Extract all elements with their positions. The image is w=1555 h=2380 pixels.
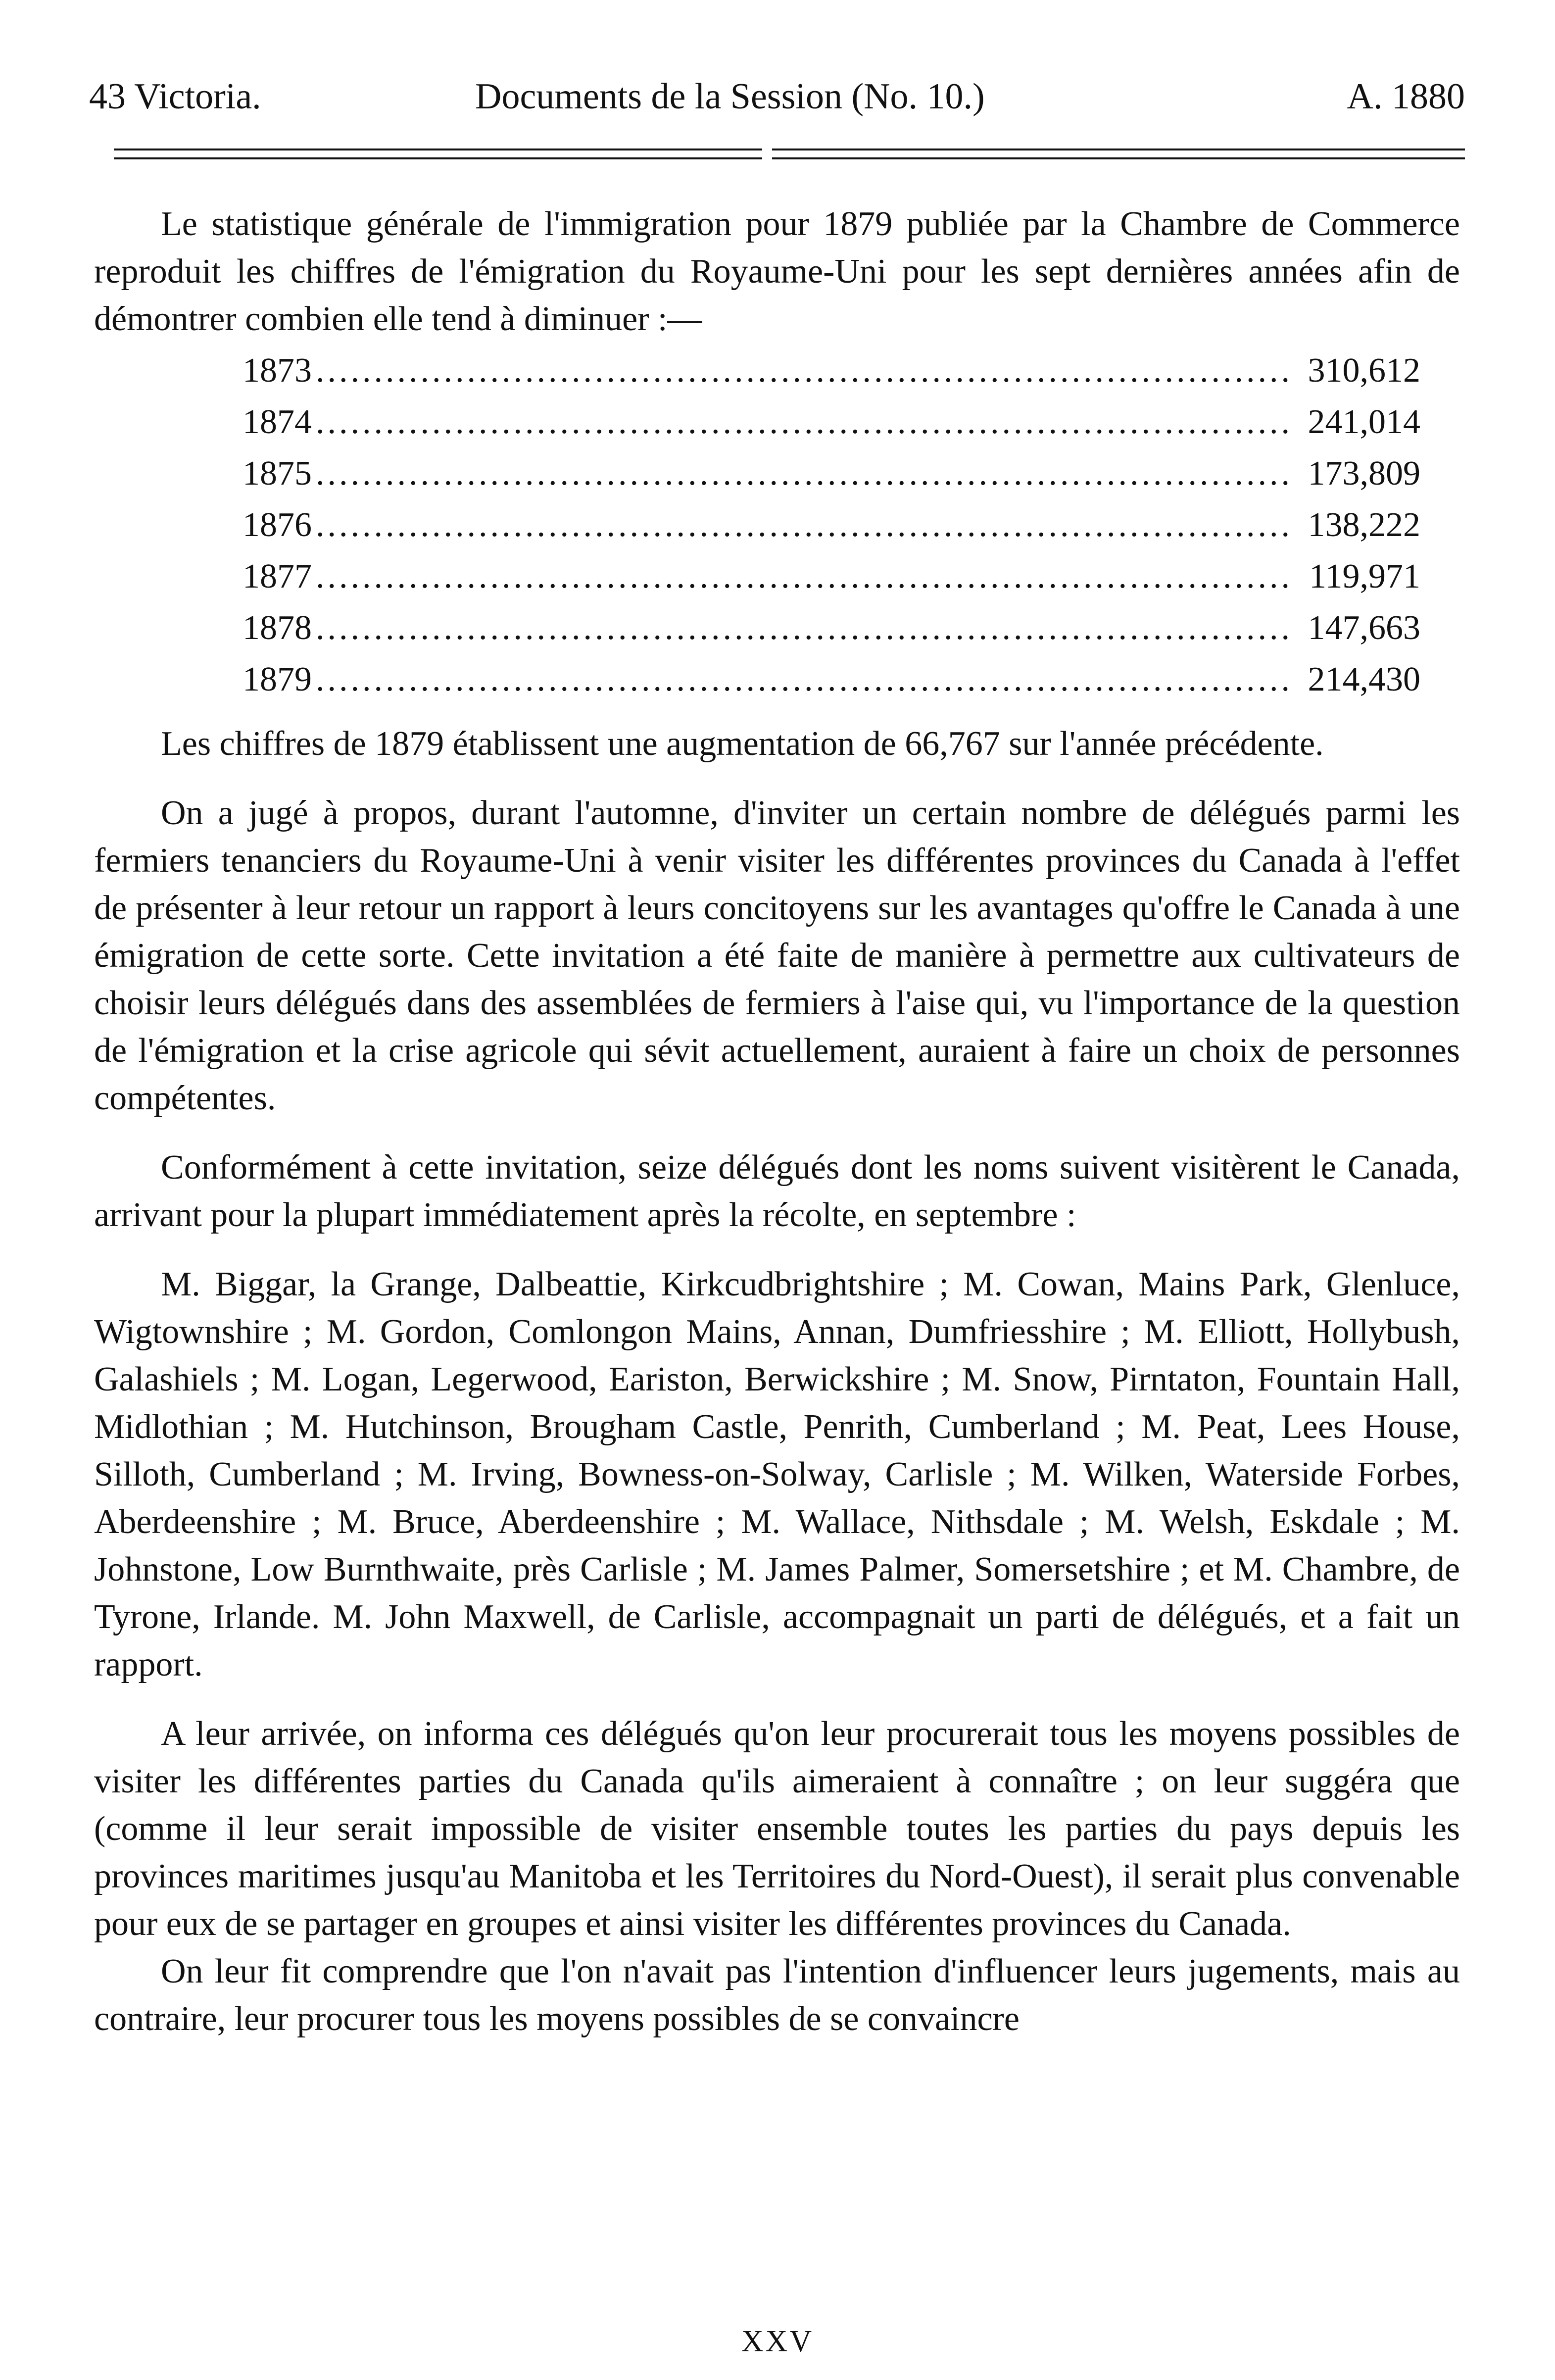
dot-leader bbox=[316, 551, 1293, 602]
paragraph-intention: On leur fit comprendre que l'on n'avait pas l'intention d'influencer leurs jugements, mais au contraire, leur procurer tous les moyens possibles de se convaincre bbox=[94, 1952, 1460, 2038]
running-header bbox=[89, 74, 1465, 119]
dot-leader bbox=[316, 499, 1293, 551]
paragraph-delegates-list: M. Biggar, la Grange, Dalbeattie, Kirkcudbrightshire ; M. Cowan, Mains Park, Glenluce, Wigtownshire ; M. Gordon, Comlongon Mains, Annan, Dumfriesshire ; M. Elliott, Hollybush, Galashiels ; M. Logan, Legerwood, Eariston, Berwickshire ; M. Snow, Pirntaton, Fountain Hall, Midlothian ; M. Hutchinson, Brougham Castle, Penrith, Cumberland ; M. Peat, Lees House, Silloth, Cumberland ; M. Irving, Bowness-on-Solway, Carlisle ; M. Wilken, Waterside Forbes, Aberdeenshire ; M. Bruce, Aberdeenshire ; M. Wallace, Nithsdale ; M. Welsh, Eskdale ; M. Johnstone, Low Burnthwaite, près Carlisle ; M. James Palmer, Somersetshire ; et M. Chambre, de Tyrone, Irlande. M. John Maxwell, de Carlisle, accompagnait un parti de délégués, et a fait un rapport. bbox=[94, 1265, 1460, 1684]
stat-year: 1873 bbox=[243, 351, 312, 390]
dot-leader bbox=[316, 345, 1293, 397]
stat-value: 138,222 bbox=[1308, 506, 1420, 544]
emigration-stats-list bbox=[243, 345, 1420, 705]
paragraph-invitation: On a jugé à propos, durant l'automne, d'inviter un certain nombre de délégués parmi les fermiers tenanciers du Royaume-Uni à venir visiter les différentes provinces du Canada à l'effet de présenter à leur retour un rapport à leurs concitoyens sur les avantages qu'offre le Canada à une émigration de cette sorte. Cette invitation a été faite de manière à permettre aux cultivateurs de choisir leurs délégués dans des assemblées de fermiers à l'aise qui, vu l'importance de la question de l'émigration et la crise agricole qui sévit actuellement, auraient à faire un choix de personnes compétentes. bbox=[94, 794, 1460, 1117]
stat-year: 1879 bbox=[243, 660, 312, 698]
stat-value: 147,663 bbox=[1308, 609, 1420, 647]
stat-row bbox=[243, 345, 1420, 397]
stat-row bbox=[243, 448, 1420, 499]
body-text bbox=[94, 200, 1460, 2043]
paragraph-increase: Les chiffres de 1879 établissent une augmentation de 66,767 sur l'année précédente. bbox=[161, 725, 1324, 763]
dot-leader bbox=[316, 654, 1293, 705]
stat-value: 241,014 bbox=[1308, 403, 1420, 441]
stat-value: 214,430 bbox=[1308, 660, 1420, 698]
stat-value: 310,612 bbox=[1308, 351, 1420, 390]
stat-year: 1875 bbox=[243, 454, 312, 493]
stat-row bbox=[243, 397, 1420, 448]
page-number: XXV bbox=[741, 2325, 814, 2358]
header-volume: 43 Victoria. bbox=[89, 76, 261, 117]
stat-row bbox=[243, 551, 1420, 602]
paragraph-delegates-intro: Conformément à cette invitation, seize délégués dont les noms suivent visitèrent le Canada, arrivant pour la plupart immédiatement après la récolte, en septembre : bbox=[94, 1148, 1460, 1234]
dot-leader bbox=[316, 397, 1293, 448]
stat-value: 119,971 bbox=[1309, 557, 1420, 595]
stat-row bbox=[243, 602, 1420, 654]
header-rule-right bbox=[772, 149, 1465, 159]
paragraph-arrival: A leur arrivée, on informa ces délégués qu'on leur procurerait tous les moyens possibles de visiter les différentes parties du Canada qu'ils aimeraient à connaître ; on leur suggéra que (comme il leur serait impossible de visiter ensemble toutes les parties du pays depuis les provinces maritimes jusqu'au Manitoba et les Territoires du Nord-Ouest), il serait plus convenable pour eux de se partager en groupes et ainsi visiter les différentes provinces du Canada. bbox=[94, 1715, 1460, 1943]
dot-leader bbox=[316, 448, 1293, 499]
header-rule-left bbox=[114, 149, 762, 159]
stat-year: 1876 bbox=[243, 506, 312, 544]
dot-leader bbox=[316, 602, 1293, 654]
stat-year: 1877 bbox=[243, 557, 312, 595]
stat-row bbox=[243, 499, 1420, 551]
header-year: A. 1880 bbox=[1347, 76, 1465, 117]
stat-year: 1878 bbox=[243, 609, 312, 647]
stat-row bbox=[243, 654, 1420, 705]
paragraph-intro: Le statistique générale de l'immigration pour 1879 publiée par la Chambre de Commerce reproduit les chiffres de l'émigration du Royaume-Uni pour les sept dernières années afin de démontrer combien elle tend à diminuer :— bbox=[94, 205, 1460, 338]
stat-year: 1874 bbox=[243, 403, 312, 441]
stat-value: 173,809 bbox=[1308, 454, 1420, 493]
header-title: Documents de la Session (No. 10.) bbox=[475, 76, 985, 117]
